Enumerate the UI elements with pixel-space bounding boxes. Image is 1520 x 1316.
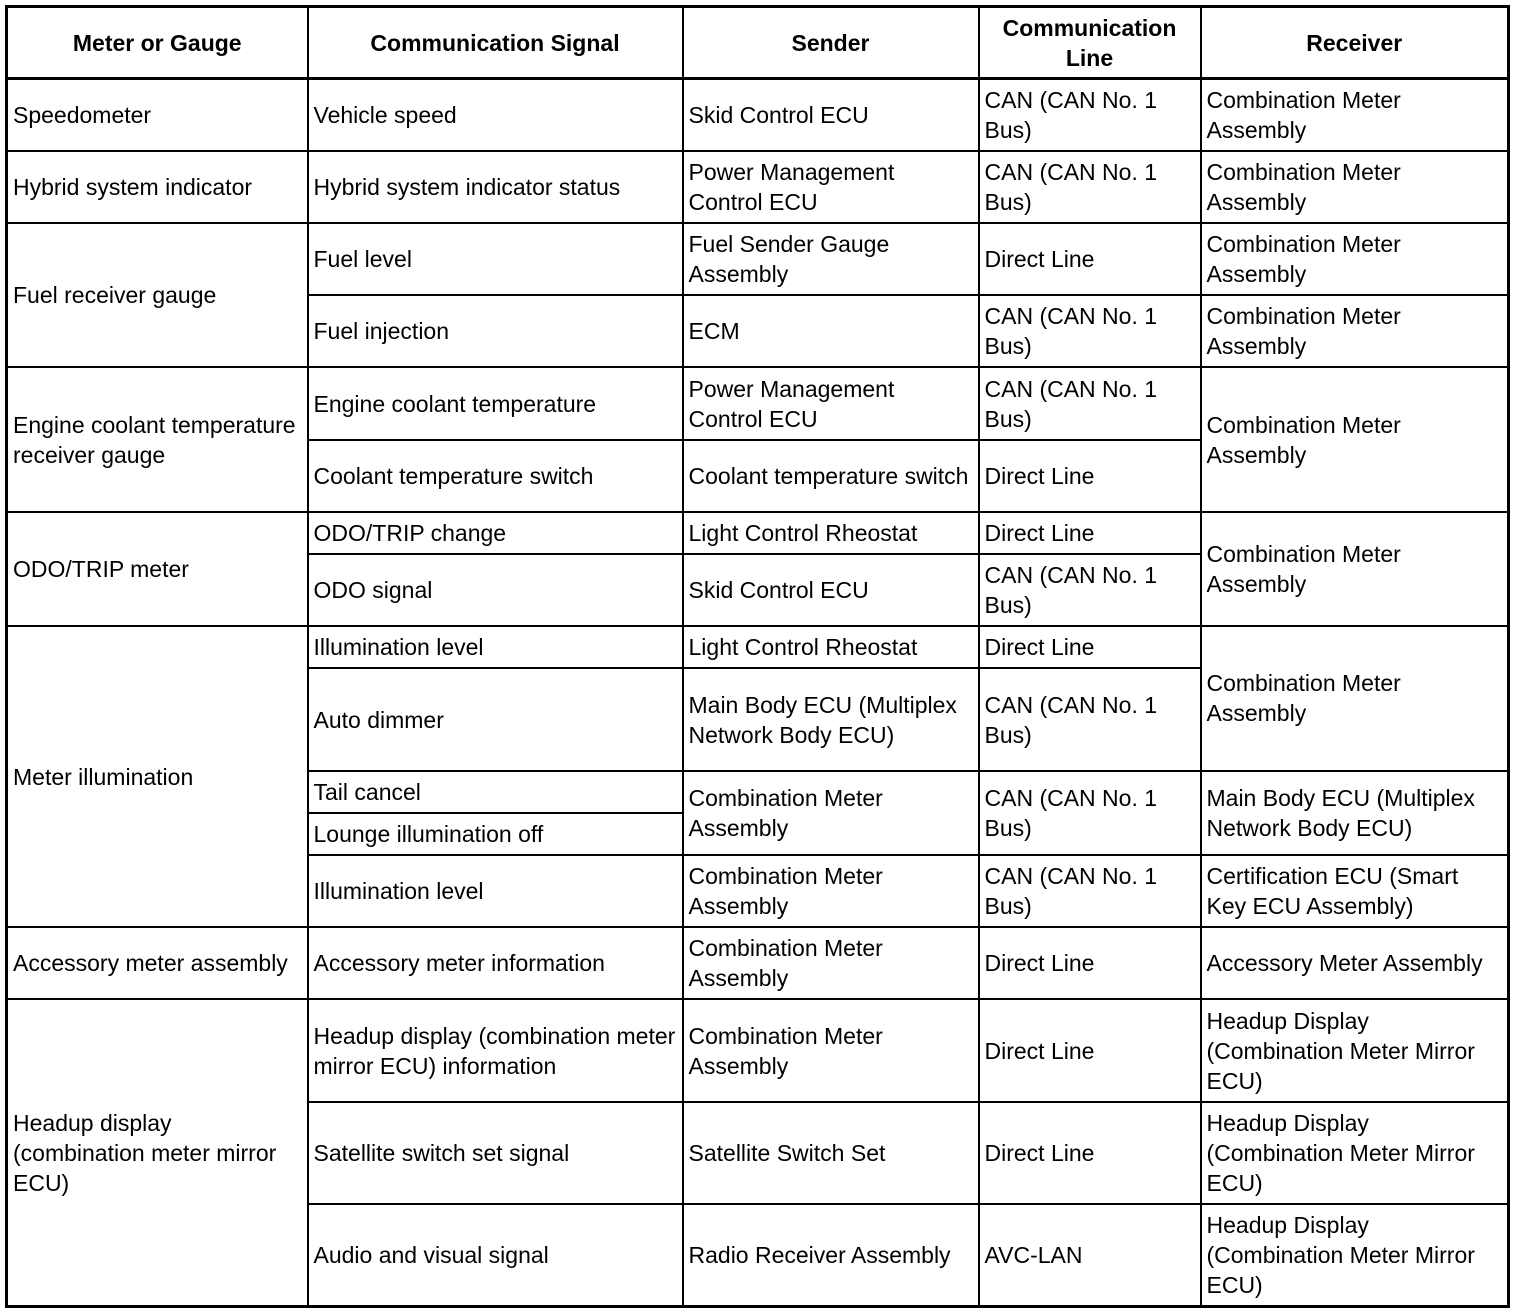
table-row (7, 626, 1509, 668)
sender-cell: ECM (683, 295, 979, 367)
table-row (7, 151, 1509, 223)
receiver-cell: Combination Meter Assembly (1201, 626, 1509, 770)
signal-cell: Vehicle speed (308, 79, 683, 151)
line-cell: Direct Line (979, 927, 1201, 999)
communication-table-sheet (5, 5, 1510, 1308)
table-row (7, 367, 1509, 439)
table-row (7, 79, 1509, 151)
table-row (7, 927, 1509, 999)
signal-cell: Headup display (combination meter mirror ECU) information (308, 999, 683, 1101)
sender-cell: Radio Receiver Assembly (683, 1204, 979, 1306)
sender-cell: Combination Meter Assembly (683, 855, 979, 927)
receiver-cell: Combination Meter Assembly (1201, 512, 1509, 626)
signal-cell: Fuel level (308, 223, 683, 295)
receiver-cell: Combination Meter Assembly (1201, 367, 1509, 511)
signal-cell: Illumination level (308, 855, 683, 927)
receiver-cell: Combination Meter Assembly (1201, 151, 1509, 223)
line-cell: CAN (CAN No. 1 Bus) (979, 668, 1201, 770)
meter-cell: Engine coolant temperature receiver gauge (7, 367, 308, 511)
sender-cell: Combination Meter Assembly (683, 999, 979, 1101)
sender-cell: Skid Control ECU (683, 79, 979, 151)
header-sender: Sender (683, 7, 979, 79)
sender-cell: Combination Meter Assembly (683, 771, 979, 855)
receiver-cell: Main Body ECU (Multiplex Network Body ECU) (1201, 771, 1509, 855)
sender-cell: Coolant temperature switch (683, 440, 979, 512)
line-cell: CAN (CAN No. 1 Bus) (979, 295, 1201, 367)
meter-cell: Fuel receiver gauge (7, 223, 308, 367)
sender-cell: Power Management Control ECU (683, 367, 979, 439)
line-cell: CAN (CAN No. 1 Bus) (979, 855, 1201, 927)
line-cell: Direct Line (979, 626, 1201, 668)
line-cell: Direct Line (979, 512, 1201, 554)
signal-cell: Satellite switch set signal (308, 1102, 683, 1204)
line-cell: CAN (CAN No. 1 Bus) (979, 554, 1201, 626)
signal-cell: Illumination level (308, 626, 683, 668)
header-line: Communication Line (979, 7, 1201, 79)
header-signal: Communication Signal (308, 7, 683, 79)
sender-cell: Light Control Rheostat (683, 512, 979, 554)
line-cell: Direct Line (979, 440, 1201, 512)
signal-cell: Accessory meter information (308, 927, 683, 999)
line-cell: Direct Line (979, 999, 1201, 1101)
meter-cell: Hybrid system indicator (7, 151, 308, 223)
header-receiver: Receiver (1201, 7, 1509, 79)
receiver-cell: Headup Display (Combination Meter Mirror ECU) (1201, 1204, 1509, 1306)
signal-cell: Auto dimmer (308, 668, 683, 770)
sender-cell: Combination Meter Assembly (683, 927, 979, 999)
line-cell: CAN (CAN No. 1 Bus) (979, 151, 1201, 223)
signal-cell: Tail cancel (308, 771, 683, 813)
sender-cell: Power Management Control ECU (683, 151, 979, 223)
meter-cell: Meter illumination (7, 626, 308, 927)
meter-cell: Headup display (combination meter mirror ECU) (7, 999, 308, 1306)
meter-cell: ODO/TRIP meter (7, 512, 308, 626)
header-row (7, 7, 1509, 79)
signal-cell: Engine coolant temperature (308, 367, 683, 439)
line-cell: Direct Line (979, 223, 1201, 295)
table-row (7, 223, 1509, 295)
signal-cell: ODO/TRIP change (308, 512, 683, 554)
meter-cell: Accessory meter assembly (7, 927, 308, 999)
receiver-cell: Headup Display (Combination Meter Mirror ECU) (1201, 1102, 1509, 1204)
sender-cell: Satellite Switch Set (683, 1102, 979, 1204)
table-row (7, 999, 1509, 1101)
sender-cell: Main Body ECU (Multiplex Network Body ECU) (683, 668, 979, 770)
sender-cell: Skid Control ECU (683, 554, 979, 626)
communication-table (5, 5, 1510, 1308)
table-row (7, 512, 1509, 554)
receiver-cell: Headup Display (Combination Meter Mirror ECU) (1201, 999, 1509, 1101)
line-cell: CAN (CAN No. 1 Bus) (979, 771, 1201, 855)
line-cell: Direct Line (979, 1102, 1201, 1204)
line-cell: CAN (CAN No. 1 Bus) (979, 79, 1201, 151)
sender-cell: Light Control Rheostat (683, 626, 979, 668)
signal-cell: Lounge illumination off (308, 813, 683, 855)
line-cell: AVC-LAN (979, 1204, 1201, 1306)
receiver-cell: Certification ECU (Smart Key ECU Assembly) (1201, 855, 1509, 927)
signal-cell: Audio and visual signal (308, 1204, 683, 1306)
signal-cell: Coolant temperature switch (308, 440, 683, 512)
receiver-cell: Combination Meter Assembly (1201, 295, 1509, 367)
receiver-cell: Accessory Meter Assembly (1201, 927, 1509, 999)
signal-cell: Hybrid system indicator status (308, 151, 683, 223)
meter-cell: Speedometer (7, 79, 308, 151)
receiver-cell: Combination Meter Assembly (1201, 223, 1509, 295)
signal-cell: ODO signal (308, 554, 683, 626)
line-cell: CAN (CAN No. 1 Bus) (979, 367, 1201, 439)
sender-cell: Fuel Sender Gauge Assembly (683, 223, 979, 295)
signal-cell: Fuel injection (308, 295, 683, 367)
receiver-cell: Combination Meter Assembly (1201, 79, 1509, 151)
header-meter: Meter or Gauge (7, 7, 308, 79)
